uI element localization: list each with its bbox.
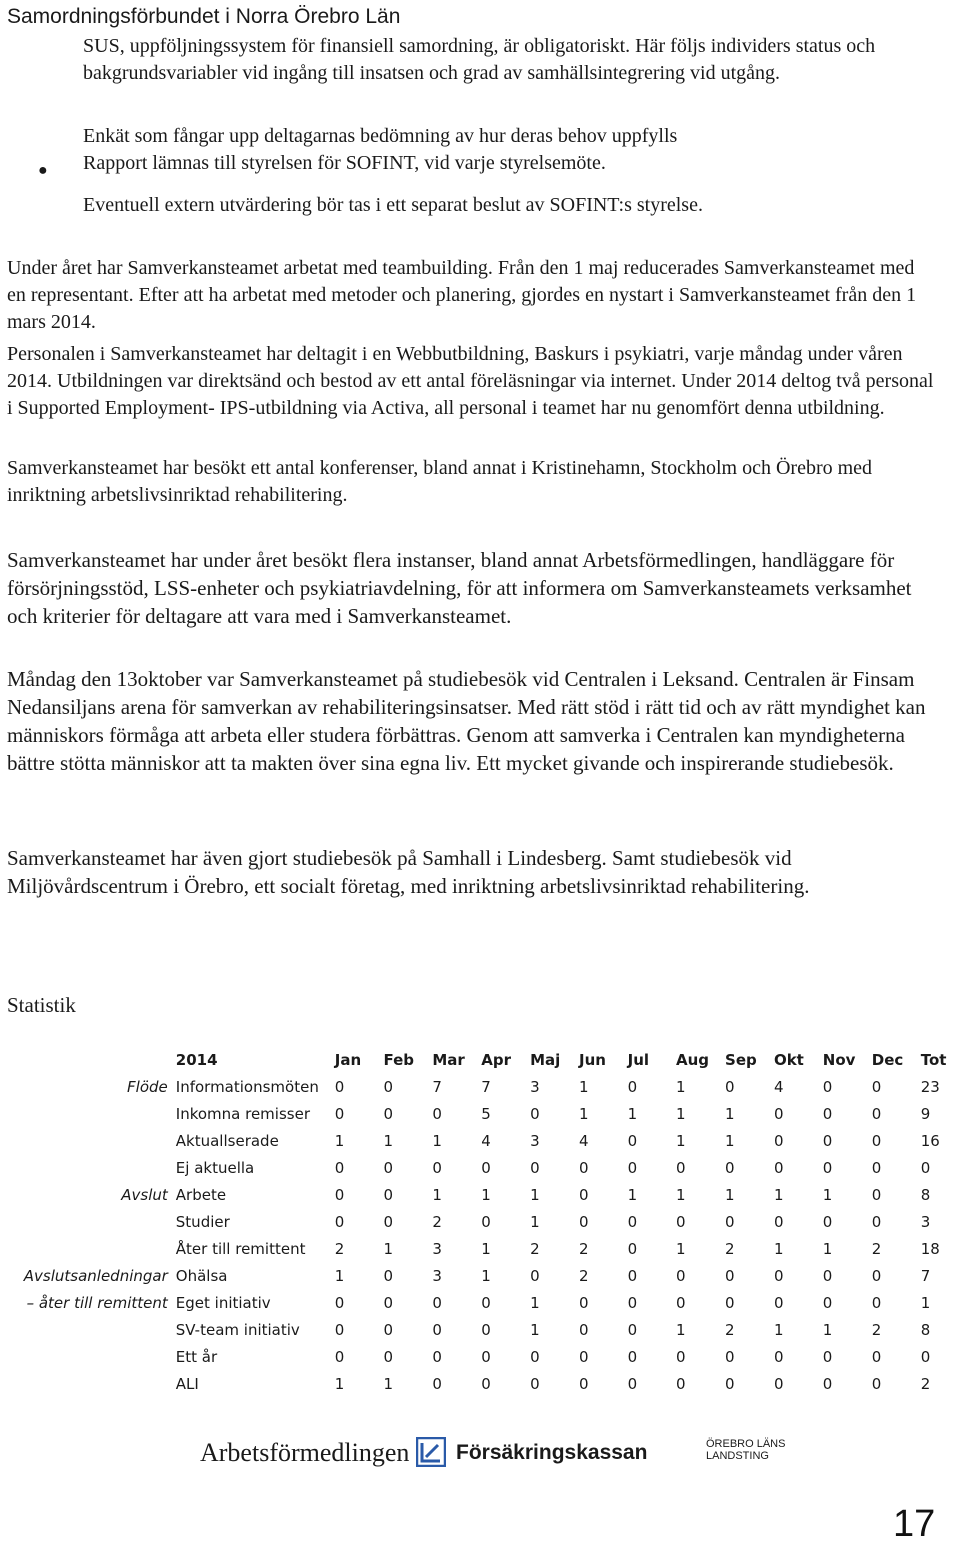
table-cell: 0 bbox=[627, 1320, 638, 1339]
table-cell: 0 bbox=[676, 1293, 686, 1312]
month-header: Jul bbox=[627, 1050, 650, 1069]
table-cell: 0 bbox=[578, 1293, 589, 1312]
month-header: Maj bbox=[530, 1050, 561, 1069]
table-cell: 0 bbox=[871, 1185, 882, 1204]
table-cell: 2 bbox=[578, 1266, 589, 1285]
row-label: Aktuallserade bbox=[175, 1131, 279, 1150]
table-cell: 1 bbox=[432, 1185, 442, 1204]
row-total: 1 bbox=[920, 1293, 931, 1312]
table-cell: 0 bbox=[773, 1158, 784, 1177]
table-cell: 0 bbox=[432, 1374, 442, 1393]
footer-logos bbox=[0, 1430, 960, 1480]
row-group-label bbox=[4, 1235, 176, 1262]
table-row bbox=[4, 1235, 960, 1262]
row-label: Ett år bbox=[175, 1347, 218, 1366]
forsakringskassan-logo: Försäkringskassan bbox=[456, 1441, 648, 1464]
table-cell: 0 bbox=[871, 1212, 882, 1231]
table-cell: 0 bbox=[627, 1293, 638, 1312]
table-cell: 1 bbox=[383, 1131, 393, 1150]
table-cell: 0 bbox=[334, 1320, 345, 1339]
table-cell: 0 bbox=[432, 1320, 442, 1339]
table-cell: 0 bbox=[676, 1347, 686, 1366]
table-cell: 0 bbox=[578, 1185, 589, 1204]
table-cell: 1 bbox=[676, 1104, 686, 1123]
table-cell: 0 bbox=[676, 1374, 686, 1393]
table-cell: 1 bbox=[725, 1185, 735, 1204]
row-label: Inkomna remisser bbox=[175, 1104, 310, 1123]
table-cell: 0 bbox=[334, 1158, 345, 1177]
table-cell: 0 bbox=[334, 1104, 345, 1123]
table-cell: 0 bbox=[627, 1077, 638, 1096]
table-cell: 0 bbox=[773, 1104, 784, 1123]
table-cell: 0 bbox=[383, 1104, 393, 1123]
row-label: Informationsmöten bbox=[175, 1077, 319, 1096]
table-cell: 0 bbox=[530, 1374, 540, 1393]
table-cell: 4 bbox=[773, 1077, 784, 1096]
table-cell: 0 bbox=[627, 1266, 638, 1285]
paragraph-studiebesok-samhall: Samverkansteamet har även gjort studiebesök på Samhall i Lindesberg. Samt studiebesök vid Miljövårdscentrum i Örebro, ett socialt företag, med inriktning arbetslivsinriktad rehabilitering. bbox=[7, 846, 810, 898]
paragraph-utbildning: Personalen i Samverkansteamet har deltagit i en Webbutbildning, Baskurs i psykiatri, varje måndag under våren 2014. Utbildningen var direktsänd och bestod av ett antal föreläsningar via internet. Under 2014 deltog två personal i Supported Employment- IPS-utbildning via Activa, all personal i teamet har nu genomfört denna utbildning. bbox=[7, 343, 934, 419]
row-group-label bbox=[4, 1343, 176, 1370]
table-cell: 2 bbox=[871, 1320, 882, 1339]
table-cell: 0 bbox=[383, 1347, 393, 1366]
table-cell: 0 bbox=[530, 1347, 540, 1366]
month-header: Dec bbox=[871, 1050, 904, 1069]
table-row bbox=[4, 1370, 960, 1397]
table-cell: 1 bbox=[773, 1320, 784, 1339]
bullet-icon: ● bbox=[38, 162, 48, 179]
table-cell: 0 bbox=[627, 1131, 638, 1150]
row-group-label: Avslutsanledningar bbox=[23, 1266, 168, 1285]
row-label: Studier bbox=[175, 1212, 230, 1231]
table-cell: 0 bbox=[871, 1266, 882, 1285]
forsakringskassan-logo-icon bbox=[416, 1437, 446, 1467]
table-cell: 0 bbox=[822, 1212, 833, 1231]
row-group-label bbox=[4, 1208, 176, 1235]
row-label: Åter till remittent bbox=[175, 1239, 306, 1258]
table-cell: 0 bbox=[822, 1158, 833, 1177]
table-cell: 1 bbox=[481, 1185, 491, 1204]
table-cell: 0 bbox=[773, 1266, 784, 1285]
table-cell: 0 bbox=[773, 1293, 784, 1312]
table-cell: 0 bbox=[871, 1347, 882, 1366]
table-cell: 0 bbox=[334, 1077, 345, 1096]
table-cell: 0 bbox=[871, 1077, 882, 1096]
table-cell: 0 bbox=[383, 1158, 393, 1177]
table-cell: 1 bbox=[773, 1185, 784, 1204]
paragraph-instanser: Samverkansteamet har under året besökt flera instanser, bland annat Arbetsförmedlingen, handläggare för försörjningsstöd, LSS-enheter och psykiatriavdelning, för att informera om Samverkansteamets verksamhet och kriterier för deltagare att vara med i Samverkansteamet. bbox=[7, 548, 912, 628]
row-total: 0 bbox=[920, 1158, 931, 1177]
row-group-label bbox=[4, 1127, 176, 1154]
month-header: Okt bbox=[773, 1050, 804, 1069]
table-cell: 2 bbox=[530, 1239, 540, 1258]
table-cell: 1 bbox=[530, 1320, 540, 1339]
row-label: Arbete bbox=[175, 1185, 227, 1204]
table-cell: 0 bbox=[676, 1266, 686, 1285]
table-cell: 0 bbox=[530, 1266, 540, 1285]
table-cell: 0 bbox=[627, 1347, 638, 1366]
row-total: 23 bbox=[920, 1077, 940, 1096]
table-cell: 0 bbox=[871, 1158, 882, 1177]
table-cell: 0 bbox=[627, 1212, 638, 1231]
row-total: 0 bbox=[920, 1347, 931, 1366]
table-cell: 0 bbox=[871, 1104, 882, 1123]
table-cell: 0 bbox=[725, 1212, 735, 1231]
row-group-label: – åter till remittent bbox=[26, 1293, 168, 1312]
row-total: 8 bbox=[920, 1185, 931, 1204]
paragraph-studiebesok-leksand: Måndag den 13oktober var Samverkansteamet på studiebesök vid Centralen i Leksand. Centralen är Finsam Nedansiljans arena för samverkan av rehabiliteringsinsatser. Med rätt stöd i rätt tid och av rätt myndighet kan människors förmåga att arbeta eller studera förbättras. Genom att samverka i Centralen kan myndigheterna bättre stötta människor att ta makten över sina egna liv. Ett mycket givande och inspirerande studiebesök. bbox=[7, 667, 926, 775]
table-cell: 1 bbox=[530, 1185, 540, 1204]
table-cell: 0 bbox=[578, 1158, 589, 1177]
paragraph-konferenser: Samverkansteamet har besökt ett antal konferenser, bland annat i Kristinehamn, Stockholm och Örebro med inriktning arbetslivsinriktad rehabilitering. bbox=[7, 457, 873, 506]
table-cell: 0 bbox=[725, 1293, 735, 1312]
table-cell: 4 bbox=[578, 1131, 589, 1150]
table-cell: 1 bbox=[627, 1104, 638, 1123]
table-cell: 1 bbox=[481, 1239, 491, 1258]
table-cell: 0 bbox=[334, 1212, 345, 1231]
table-cell: 0 bbox=[676, 1212, 686, 1231]
table-cell: 1 bbox=[822, 1185, 833, 1204]
row-group-label: Flöde bbox=[127, 1077, 168, 1096]
month-header: Apr bbox=[481, 1050, 512, 1069]
arbetsformedlingen-logo: Arbetsförmedlingen bbox=[200, 1438, 410, 1467]
table-cell: 0 bbox=[822, 1131, 833, 1150]
table-row bbox=[4, 1127, 960, 1154]
orebro-lans-line1: ÖREBRO LÄNS bbox=[706, 1438, 786, 1450]
indented-paragraph-enkat: Enkät som fångar upp deltagarnas bedömning av hur deras behov uppfylls bbox=[83, 125, 678, 147]
table-cell: 3 bbox=[432, 1239, 442, 1258]
row-total: 18 bbox=[920, 1239, 940, 1258]
table-cell: 0 bbox=[481, 1158, 491, 1177]
row-label: Ohälsa bbox=[175, 1266, 228, 1285]
table-cell: 0 bbox=[773, 1131, 784, 1150]
row-total: 16 bbox=[920, 1131, 940, 1150]
table-cell: 4 bbox=[481, 1131, 491, 1150]
table-cell: 1 bbox=[725, 1104, 735, 1123]
table-row bbox=[4, 1154, 960, 1181]
table-cell: 0 bbox=[432, 1104, 442, 1123]
table-cell: 0 bbox=[773, 1374, 784, 1393]
table-cell: 0 bbox=[871, 1131, 882, 1150]
table-cell: 0 bbox=[530, 1104, 540, 1123]
table-cell: 0 bbox=[676, 1158, 686, 1177]
table-cell: 2 bbox=[432, 1212, 442, 1231]
month-header: Mar bbox=[432, 1050, 465, 1069]
table-cell: 1 bbox=[334, 1131, 345, 1150]
table-row bbox=[4, 1073, 960, 1100]
table-cell: 0 bbox=[481, 1374, 491, 1393]
table-cell: 0 bbox=[578, 1212, 589, 1231]
table-cell: 1 bbox=[432, 1131, 442, 1150]
table-cell: 0 bbox=[481, 1347, 491, 1366]
row-group-label bbox=[4, 1154, 176, 1181]
table-cell: 3 bbox=[530, 1131, 540, 1150]
month-header: Jan bbox=[334, 1050, 362, 1069]
row-total: 9 bbox=[920, 1104, 931, 1123]
table-cell: 0 bbox=[383, 1320, 393, 1339]
table-cell: 0 bbox=[822, 1104, 833, 1123]
table-cell: 0 bbox=[578, 1347, 589, 1366]
table-cell: 0 bbox=[822, 1293, 833, 1312]
table-cell: 7 bbox=[481, 1077, 491, 1096]
table-cell: 1 bbox=[578, 1104, 589, 1123]
statistics-body bbox=[4, 1073, 960, 1397]
table-cell: 2 bbox=[871, 1239, 882, 1258]
table-cell: 0 bbox=[822, 1266, 833, 1285]
row-total: 7 bbox=[920, 1266, 931, 1285]
table-row bbox=[4, 1208, 960, 1235]
table-cell: 0 bbox=[432, 1347, 442, 1366]
row-total: 8 bbox=[920, 1320, 931, 1339]
statistics-heading: Statistik bbox=[7, 993, 76, 1017]
table-cell: 0 bbox=[383, 1185, 393, 1204]
table-cell: 2 bbox=[334, 1239, 345, 1258]
table-cell: 3 bbox=[530, 1077, 540, 1096]
table-cell: 1 bbox=[334, 1374, 345, 1393]
statistics-table bbox=[4, 1046, 960, 1397]
table-cell: 1 bbox=[676, 1320, 686, 1339]
orebro-lans-line2: LANDSTING bbox=[706, 1450, 769, 1462]
indented-paragraph-utvardering: Eventuell extern utvärdering bör tas i ett separat beslut av SOFINT:s styrelse. bbox=[83, 194, 703, 216]
table-cell: 5 bbox=[481, 1104, 491, 1123]
paragraph-teambuilding: Under året har Samverkansteamet arbetat med teambuilding. Från den 1 maj reducerades Samverkansteamet med en representant. Efter att ha arbetat med metoder och planering, gjordes en nystart i Samverkansteamet från den 1 mars 2014. bbox=[7, 257, 917, 333]
table-cell: 0 bbox=[481, 1320, 491, 1339]
row-group-label: Avslut bbox=[121, 1185, 168, 1204]
table-row bbox=[4, 1289, 960, 1316]
table-cell: 1 bbox=[383, 1239, 393, 1258]
table-cell: 0 bbox=[725, 1266, 735, 1285]
row-total: 3 bbox=[920, 1212, 931, 1231]
row-label: Ej aktuella bbox=[175, 1158, 255, 1177]
table-cell: 0 bbox=[627, 1158, 638, 1177]
month-header: Feb bbox=[383, 1050, 414, 1069]
table-cell: 1 bbox=[481, 1266, 491, 1285]
table-cell: 0 bbox=[822, 1077, 833, 1096]
table-cell: 0 bbox=[627, 1239, 638, 1258]
month-header: Sep bbox=[725, 1050, 757, 1069]
table-cell: 0 bbox=[334, 1185, 345, 1204]
table-cell: 0 bbox=[432, 1158, 442, 1177]
table-cell: 1 bbox=[627, 1185, 638, 1204]
month-header: Jun bbox=[578, 1050, 606, 1069]
table-cell: 0 bbox=[530, 1158, 540, 1177]
table-cell: 2 bbox=[578, 1239, 589, 1258]
table-cell: 0 bbox=[334, 1293, 345, 1312]
table-cell: 0 bbox=[383, 1212, 393, 1231]
row-group-label bbox=[4, 1100, 176, 1127]
page-header: Samordningsförbundet i Norra Örebro Län bbox=[7, 5, 401, 28]
table-cell: 0 bbox=[822, 1374, 833, 1393]
table-cell: 0 bbox=[481, 1293, 491, 1312]
table-cell: 0 bbox=[871, 1374, 882, 1393]
row-label: Eget initiativ bbox=[175, 1293, 271, 1312]
table-cell: 0 bbox=[773, 1347, 784, 1366]
table-cell: 0 bbox=[481, 1212, 491, 1231]
table-cell: 0 bbox=[578, 1374, 589, 1393]
table-cell: 0 bbox=[871, 1293, 882, 1312]
table-cell: 0 bbox=[383, 1077, 393, 1096]
table-cell: 1 bbox=[676, 1185, 686, 1204]
table-cell: 0 bbox=[383, 1293, 393, 1312]
total-header: Tot bbox=[920, 1050, 947, 1069]
table-row bbox=[4, 1100, 960, 1127]
table-row bbox=[4, 1181, 960, 1208]
month-header: Aug bbox=[676, 1050, 710, 1069]
month-header: Nov bbox=[822, 1050, 856, 1069]
table-cell: 0 bbox=[578, 1320, 589, 1339]
table-cell: 0 bbox=[822, 1347, 833, 1366]
table-cell: 1 bbox=[725, 1131, 735, 1150]
statistics-header-row bbox=[4, 1046, 960, 1073]
year-header: 2014 bbox=[175, 1050, 218, 1069]
table-cell: 0 bbox=[725, 1347, 735, 1366]
table-cell: 1 bbox=[578, 1077, 589, 1096]
row-label: SV-team initiativ bbox=[175, 1320, 300, 1339]
table-cell: 0 bbox=[773, 1212, 784, 1231]
table-cell: 0 bbox=[725, 1158, 735, 1177]
table-row bbox=[4, 1316, 960, 1343]
table-cell: 1 bbox=[676, 1239, 686, 1258]
table-cell: 2 bbox=[725, 1239, 735, 1258]
row-label: ALI bbox=[175, 1374, 199, 1393]
table-cell: 1 bbox=[822, 1239, 833, 1258]
table-cell: 1 bbox=[773, 1239, 784, 1258]
indented-paragraph-rapport: Rapport lämnas till styrelsen för SOFINT, vid varje styrelsemöte. bbox=[83, 152, 606, 174]
table-cell: 0 bbox=[627, 1374, 638, 1393]
table-cell: 0 bbox=[383, 1266, 393, 1285]
table-cell: 1 bbox=[676, 1131, 686, 1150]
table-cell: 1 bbox=[530, 1212, 540, 1231]
row-group-label bbox=[4, 1316, 176, 1343]
table-row bbox=[4, 1343, 960, 1370]
row-total: 2 bbox=[920, 1374, 931, 1393]
page-number: 17 bbox=[893, 1503, 936, 1545]
table-cell: 2 bbox=[725, 1320, 735, 1339]
table-cell: 1 bbox=[530, 1293, 540, 1312]
table-cell: 1 bbox=[334, 1266, 345, 1285]
table-cell: 1 bbox=[676, 1077, 686, 1096]
table-cell: 1 bbox=[822, 1320, 833, 1339]
orebro-lans-landsting-logo bbox=[706, 1438, 785, 1462]
row-group-label bbox=[4, 1370, 176, 1397]
table-cell: 7 bbox=[432, 1077, 442, 1096]
table-cell: 0 bbox=[725, 1374, 735, 1393]
table-cell: 3 bbox=[432, 1266, 442, 1285]
table-cell: 1 bbox=[383, 1374, 393, 1393]
table-cell: 0 bbox=[334, 1347, 345, 1366]
group-header-empty bbox=[4, 1046, 176, 1073]
indented-paragraph-sus: SUS, uppföljningssystem för finansiell samordning, är obligatoriskt. Här följs individers status och bakgrundsvariabler vid ingång till insatsen och grad av samhällsintegrering vid utgång. bbox=[83, 35, 876, 84]
table-cell: 0 bbox=[432, 1293, 442, 1312]
table-cell: 0 bbox=[725, 1077, 735, 1096]
table-row bbox=[4, 1262, 960, 1289]
